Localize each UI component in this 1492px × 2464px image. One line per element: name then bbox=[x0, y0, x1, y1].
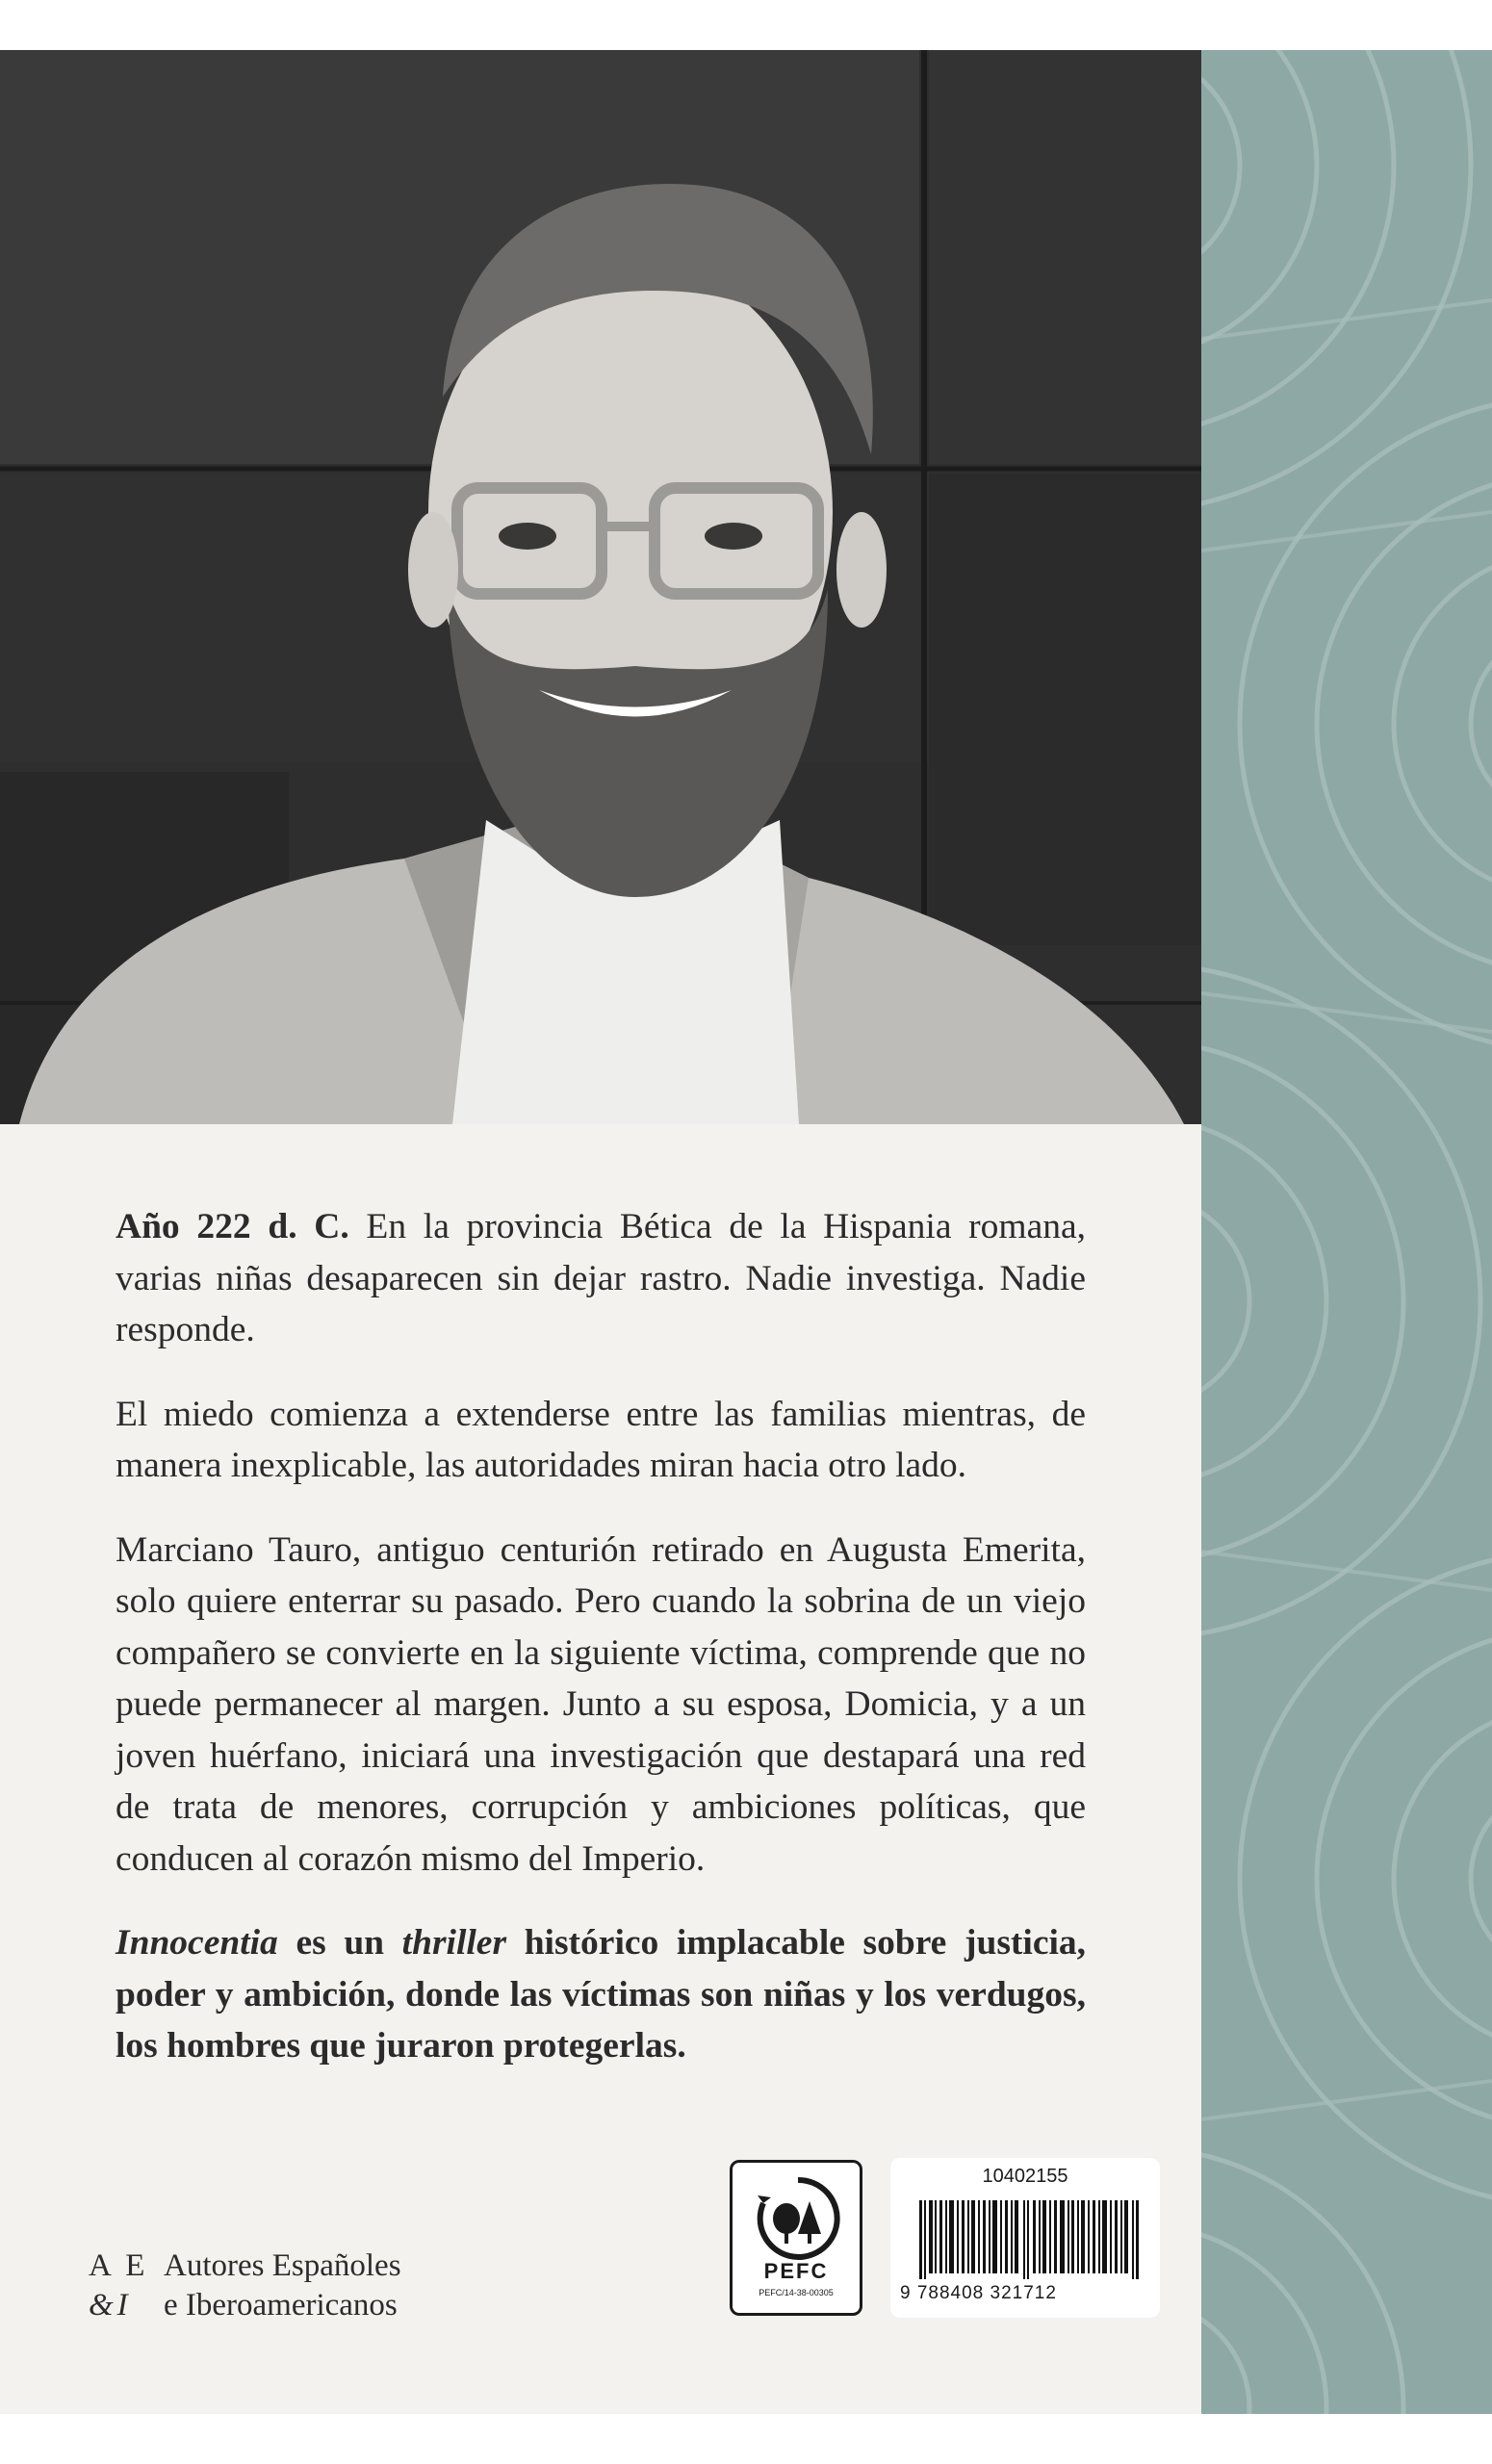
barcode-bars bbox=[919, 2200, 1139, 2279]
isbn-barcode bbox=[890, 2158, 1160, 2318]
blurb-paragraph-3: Marciano Tauro, antiguo centurión retirado en Augusta Emerita, solo quiere enterrar su pasado. Pero cuando la sobrina de un viejo compañero se convierte en la siguiente víctima, comprende que no puede permanecer al margen. Junto a su esposa, Domicia, y a un joven huérfano, iniciará una investigación que destapará una red de trata de menores, corrupción y ambiciones políticas, que conducen al corazón mismo del Imperio. bbox=[116, 1529, 1086, 1879]
isbn-digits: 9 788408 321712 bbox=[900, 2283, 1057, 2303]
back-cover-blurb bbox=[116, 1201, 1086, 2105]
book-title: Innocentia bbox=[116, 1923, 278, 1963]
monogram-line-1: A E bbox=[89, 2248, 149, 2283]
publisher-name-line-1: Autores Españoles bbox=[164, 2248, 401, 2283]
publisher-name-line-2: e Iberoamericanos bbox=[164, 2288, 398, 2323]
publisher-name bbox=[164, 2246, 510, 2325]
blurb-p4-a: es un bbox=[296, 1923, 385, 1963]
author-photo bbox=[0, 50, 1201, 1124]
pefc-certification-logo bbox=[730, 2160, 862, 2316]
blurb-paragraph-4 bbox=[116, 1917, 1086, 2072]
blurb-p1-text: En la provincia Bética de la Hispania romana, varias niñas desaparecen sin dejar rastro. Nadie investiga. Nadie responde. bbox=[116, 1207, 1086, 1349]
genre-word: thriller bbox=[401, 1923, 507, 1963]
pefc-code: PEFC/14-38-00305 bbox=[759, 2288, 834, 2297]
publisher-monogram bbox=[89, 2246, 156, 2325]
pefc-title: PEFC bbox=[763, 2259, 829, 2283]
cobblestone-pattern bbox=[1201, 50, 1492, 2414]
barcode-top-number: 10402155 bbox=[982, 2166, 1068, 2187]
blurb-p4-b: histórico implacable sobre justicia, poder y ambición, donde las víctimas son niñas y los verdugos, los hombres que juraron protegerlas. bbox=[116, 1923, 1087, 2066]
book-back-cover bbox=[0, 50, 1492, 2414]
pefc-tree-icon bbox=[756, 2176, 840, 2261]
blurb-date-lead: Año 222 d. C. bbox=[116, 1207, 349, 1246]
monogram-line-2: &I bbox=[89, 2288, 132, 2323]
blurb-paragraph-1 bbox=[116, 1201, 1086, 1356]
blurb-paragraph-2: El miedo comienza a extenderse entre las familias mientras, de manera inexplicable, las autoridades miran hacia otro lado. bbox=[116, 1394, 1086, 1485]
